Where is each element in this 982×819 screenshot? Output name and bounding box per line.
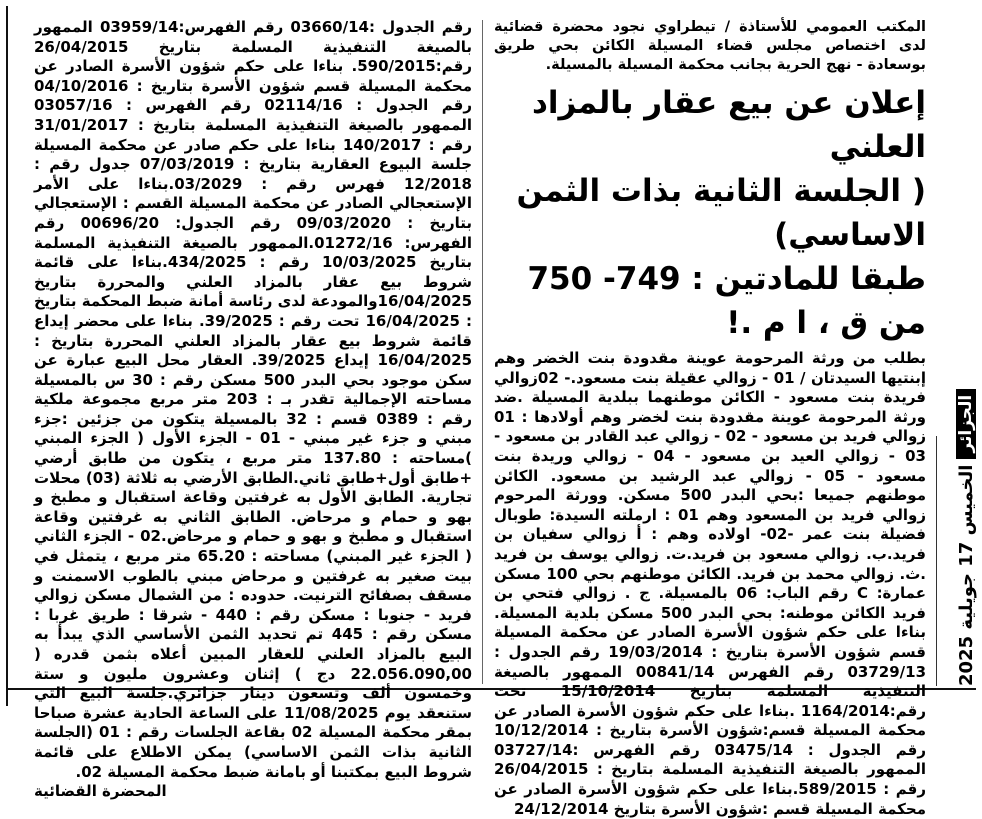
newspaper-brand: الجزائر bbox=[956, 389, 976, 459]
announcement-body-left-text: رقم الجدول :03660/14 رقم الفهرس:03959/14 الممهور بالصيغة التنفيذية المسلمة بتاريخ 26/04/2015 رقم:590/2015. بناءا على حكم شؤون الأسرة الصادر عن محكمة المسيلة قسم شؤون الأسرة بتاريخ : 04/10/2016 رقم الجدول : 02114/16 رقم الفهرس : 03057/16 الممهور بالصيغة التنفيذية المسلمة بتاريخ : 31/01/2017 رقم : 140/2017 بناءا على حكم صادر عن محكمة المسيلة جلسة البيوع العقارية بتاريخ : 07/03/2019 جدول رقم : 12/2018 فهرس رقم : 03/2029.بناءا على الأمر الإستعجالي الصادر عن محكمة المسيلة القسم : الإستعجالي بتاريخ : 09/03/2020 رقم الجدول: 00696/20 رقم الفهرس: 01272/16.الممهور بالصيغة التنفيذية المسلمة بتاريخ 10/03/2025 رقم : 434/2025.بناءا على قائمة شروط بيع عقار بالمزاد العلني والمحررة بتاريخ 16/04/2025والمودعة لدى رئاسة أمانة ضبط المحكمة بتاريخ : 16/04/2025 تحت رقم : 39/2025. بناءا على محضر إيداع قائمة شروط بيع عقار بالمزاد العلني المحررة بتاريخ : 16/04/2025 إيداع 39/2025. العقار محل البيع عبارة عن سكن موجود بحي البدر 500 مسكن رقم : 30 س بالمسيلة مساحته الإجمالية تقدر بـ : 203 متر مربع مجموعة ملكية رقم : 0389 قسم : 32 بالمسيلة يتكون من جزئين :جزء مبني و جزء غير مبني - 01 - الجزء الأول ( الجزء المبني )مساحته : 137.80 متر مربع ، يتكون من طابق أرضي +طابق أول+طابق ثاني.الطابق الأرضي به ثلاثة (03) محلات تجارية. الطابق الأول به غرفتين وقاعة استقبال و مطبخ و بهو و حمام و مرحاض. الطابق الثاني به غرفتين وقاعة استقبال و مطبخ و بهو و حمام و مرحاض.02 - الجزء الثاني ( الجزء غير المبني) مساحته : 65.20 متر مربع ، يتمثل في بيت صغير به غرفتين و مرحاض مبني بالطوب الاسمنت و مسقف بصفائح الترنيت. حدوده : من الشمال مسكن زوالي فريد - جنوبا : مسكن رقم : 440 - شرقا : طريق غربا : مسكن رقم : 445 تم تحديد الثمن الأساسي الذي يبدأ به البيع بالمزاد العلني للعقار المبين أعلاه بثمن قدره ( 22.056.090,00 دج ) إثنان وعشرون مليون و ستة وخمسون ألف وتسعون دينار جزائري.جلسة البيع التي ستنعقد يوم 11/08/2025 على الساعة الحادية عشرة صباحا بمقر محكمة المسيلة 02 بقاعة الجلسات رقم : 01 (الجلسة الثانية بذات الثمن الاساسي) يمكن الاطلاع على قائمة شروط البيع بمكتبنا أو بامانة ضبط محكمة المسيلة 02. bbox=[34, 18, 473, 781]
announcement-left-column bbox=[34, 18, 473, 801]
issue-date: الخميس 17 جويلية 2025 bbox=[955, 464, 977, 686]
newspaper-page bbox=[6, 6, 977, 818]
side-strip bbox=[936, 394, 977, 686]
headline-line-3: طبقا للمادتين : 749- 750 من ق ، ا م .! bbox=[527, 261, 926, 341]
announcement-headline bbox=[494, 81, 926, 345]
headline-line-1: إعلان عن بيع عقار بالمزاد العلني bbox=[531, 85, 926, 165]
signature-line: المحضرة القضائية bbox=[34, 782, 167, 801]
bailiff-office-intro: المكتب العمومي للأستاذة / تيطراوي نجود محضرة قضائية لدى اختصاص مجلس قضاء المسيلة الكائن بحي طريق بوسعادة - نهج الحرية بجانب محكمة المسيلة بالمسيلة. bbox=[494, 19, 926, 73]
announcement-body-left bbox=[34, 18, 473, 801]
left-border-rule bbox=[6, 6, 8, 706]
column-divider bbox=[482, 20, 483, 684]
announcement-right-column bbox=[494, 18, 927, 818]
strip-text bbox=[951, 389, 981, 686]
strip-rule bbox=[936, 436, 937, 686]
announcement-body-right: بطلب من ورثة المرحومة عوينة مقدودة بنت الخضر وهم إبنتيها السيدتان / 01 - زوالي عقيلة بنت مسعود.- 02زوالي فريدة بنت مسعود - الكائن موطنهما ببلدية المسيلة .ضد ورثة المرحومة عوينة مقدودة بنت لخضر وهم أولادها : 01 زوالي فريد بن مسعود - 02 - زوالي عبد القادر بن مسعود - 03 - زوالي العيد بن مسعود - 04 - زوالي وريدة بنت مسعود - 05 - زوالي عبد الرشيد بن مسعود. الكائن موطنهم جميعا :بحي البدر 500 مسكن. وورثة المرحوم زوالي فريد بن المسعود وهم 01 : ارملته السيدة: طوبال فضيلة بنت عمر -02- اولاده وهم : أ زوالي سفيان بن فريد.ب. زوالي مسعود بن فريد.ت. زوالي يوسف بن فريد .ث. زوالي محمد بن فريد. الكائن موطنهم بحي 100 مسكن عمارة: C رقم الباب: 06 بالمسيلة. ج . زوالي فتحي بن فريد الكائن موطنه: بحي البدر 500 مسكن بلدية المسيلة. بناءا على حكم شؤون الأسرة الصادر عن محكمة المسيلة قسم شؤون الأسرة بتاريخ : 19/03/2014 رقم الجدول : 03729/13 رقم الفهرس 00841/14 الممهور بالصيغة التنفيذية المسلمة بتاريخ 15/10/2014 تحت رقم:1164/2014 .بناءا على حكم شؤون الأسرة الصادر عن محكمة المسيلة قسم:شؤون الأسرة بتاريخ : 10/12/2014 رقم الجدول : 03475/14 رقم الفهرس :03727/14 الممهور بالصيغة التنفيذية المسلمة بتاريخ : 26/04/2015 رقم : 589/2015.بناءا على حكم شؤون الأسرة الصادر عن محكمة المسيلة قسم :شؤون الأسرة بتاريخ 24/12/2014 bbox=[494, 349, 927, 818]
headline-line-2: ( الجلسة الثانية بذات الثمن الاساسي) bbox=[516, 173, 926, 253]
